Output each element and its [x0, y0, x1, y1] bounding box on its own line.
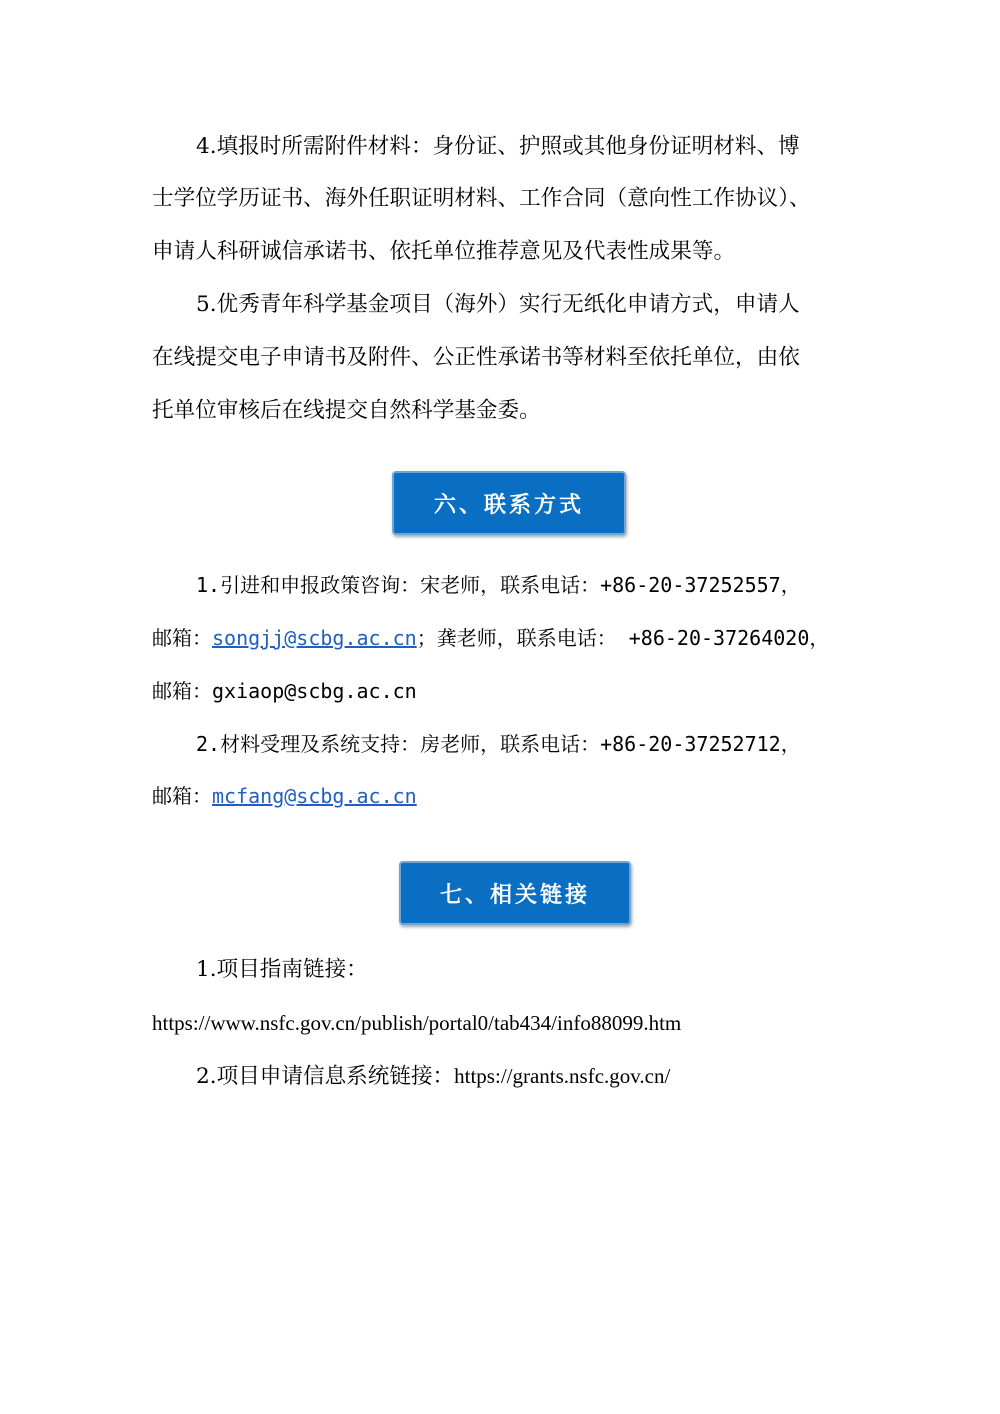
email-label: 邮箱：	[152, 679, 212, 703]
email-label: 邮箱：	[152, 784, 212, 808]
item5-line1: 5.优秀青年科学基金项目（海外）实行无纸化申请方式，申请人	[196, 292, 800, 317]
link2-url[interactable]: https://grants.nsfc.gov.cn/	[454, 1064, 671, 1088]
link1-label: 1.项目指南链接：	[196, 957, 368, 982]
link1-url[interactable]: https://www.nsfc.gov.cn/publish/portal0/tab434/info88099.htm	[152, 1011, 682, 1035]
link2-line	[196, 1061, 670, 1092]
email-text-gxiaop: gxiaop@scbg.ac.cn	[212, 679, 417, 703]
email-link-songjj[interactable]: songjj@scbg.ac.cn	[212, 626, 417, 650]
section-heading-links: 七、相关链接	[399, 861, 631, 925]
item4-line2: 士学位学历证书、海外任职证明材料、工作合同（意向性工作协议）、	[152, 186, 811, 211]
link2-label: 2.项目申请信息系统链接：	[196, 1064, 455, 1089]
item5-line3: 托单位审核后在线提交自然科学基金委。	[152, 398, 541, 423]
contact1-line2	[152, 623, 829, 653]
item5-line2: 在线提交电子申请书及附件、公正性承诺书等材料至依托单位，由依	[152, 345, 800, 370]
section-heading-contact: 六、联系方式	[392, 471, 626, 535]
contact1-mid-text: ；龚老师，联系电话： +86-20-37264020，	[416, 626, 830, 650]
item4-line3: 申请人科研诚信承诺书、依托单位推荐意见及代表性成果等。	[152, 239, 736, 264]
contact1-line1: 1.引进和申报政策咨询：宋老师，联系电话：+86-20-37252557，	[196, 573, 801, 597]
item4-line1: 4.填报时所需附件材料：身份证、护照或其他身份证明材料、博	[196, 134, 800, 159]
contact2-line1: 2.材料受理及系统支持：房老师，联系电话：+86-20-37252712，	[196, 732, 801, 756]
email-link-mcfang[interactable]: mcfang@scbg.ac.cn	[212, 784, 417, 808]
email-label: 邮箱：	[152, 626, 212, 650]
contact2-line2	[152, 781, 417, 811]
contact1-line3	[152, 676, 417, 706]
